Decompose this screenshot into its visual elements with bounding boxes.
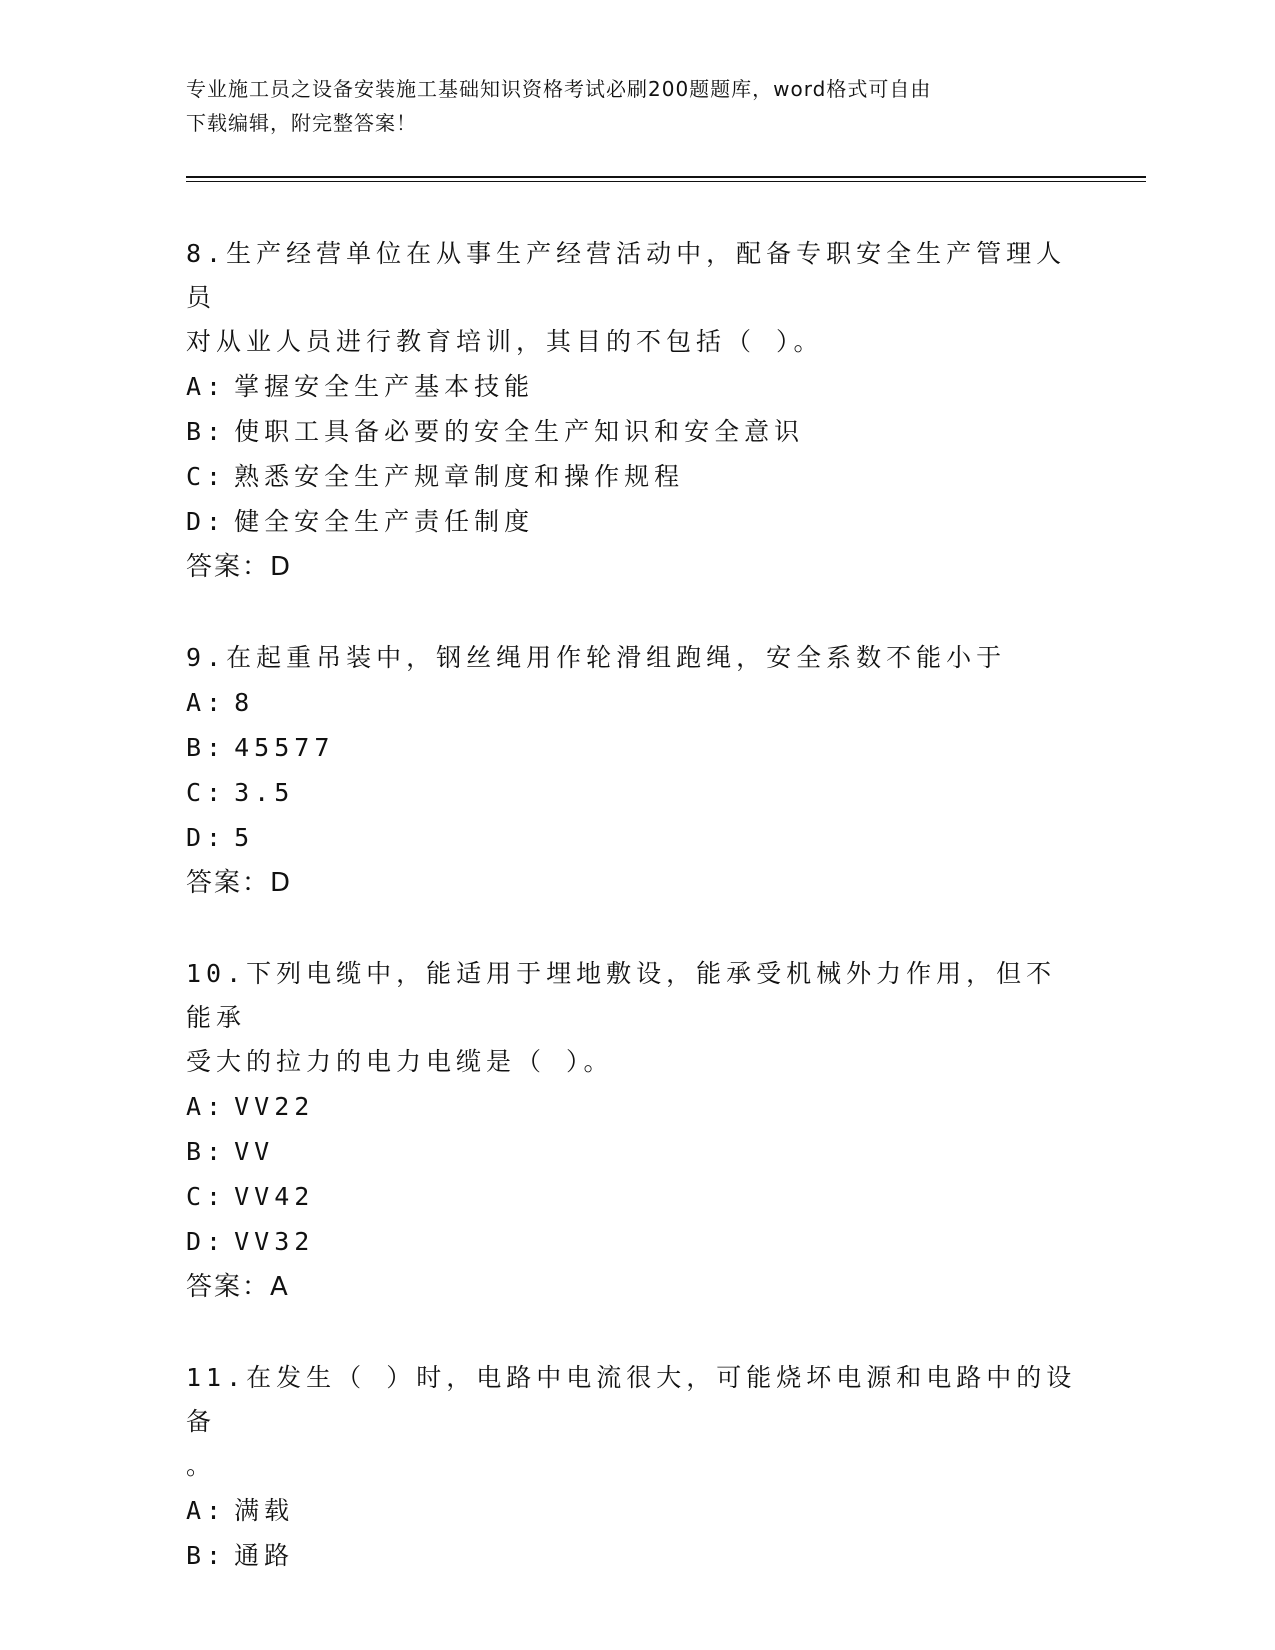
- option-text: 满载: [234, 1496, 295, 1525]
- option-text: 健全安全生产责任制度: [234, 507, 535, 536]
- question-list: [186, 232, 1086, 1624]
- option-c: [186, 1174, 1086, 1219]
- question-8: [186, 232, 1086, 590]
- option-text: VV32: [234, 1227, 315, 1256]
- option-text: 使职工具备必要的安全生产知识和安全意识: [234, 417, 805, 446]
- document-header: [186, 72, 1066, 140]
- option-b: [186, 409, 1086, 454]
- option-a: [186, 1488, 1086, 1533]
- option-text: 45577: [234, 733, 335, 762]
- option-a: [186, 364, 1086, 409]
- question-text: 10.下列电缆中，能适用于埋地敷设，能承受机械外力作用，但不能承: [186, 959, 1057, 1032]
- option-text: VV22: [234, 1092, 315, 1121]
- option-key: A:: [186, 372, 227, 401]
- option-key: D:: [186, 1227, 227, 1256]
- option-text: 掌握安全生产基本技能: [234, 372, 535, 401]
- option-b: [186, 1533, 1086, 1578]
- option-key: B:: [186, 733, 227, 762]
- question-text: 11.在发生（ ）时，电路中电流很大，可能烧坏电源和电路中的设备: [186, 1363, 1077, 1436]
- option-d: [186, 499, 1086, 544]
- option-a: [186, 1084, 1086, 1129]
- header-line-2: 下载编辑，附完整答案！: [186, 111, 417, 135]
- option-key: D:: [186, 507, 227, 536]
- answer: 答案：D: [186, 868, 293, 898]
- option-a: [186, 680, 1086, 725]
- answer: 答案：D: [186, 552, 293, 582]
- question-11: [186, 1356, 1086, 1578]
- header-divider-thin: [186, 181, 1146, 182]
- option-text: 熟悉安全生产规章制度和操作规程: [234, 462, 685, 491]
- option-key: C:: [186, 1182, 227, 1211]
- header-divider: [186, 176, 1146, 178]
- option-text: 通路: [234, 1541, 295, 1570]
- header-line-1: 专业施工员之设备安装施工基础知识资格考试必刷200题题库，word格式可自由: [186, 77, 932, 101]
- option-key: A:: [186, 688, 227, 717]
- option-text: 8: [234, 688, 255, 717]
- option-c: [186, 454, 1086, 499]
- option-key: A:: [186, 1092, 227, 1121]
- option-key: B:: [186, 417, 227, 446]
- question-text-cont: 受大的拉力的电力电缆是（ ）。: [186, 1047, 614, 1076]
- option-text: VV: [234, 1137, 275, 1166]
- question-text-cont: 。: [186, 1451, 217, 1480]
- question-10: [186, 952, 1086, 1310]
- option-d: [186, 815, 1086, 860]
- question-text: 8.生产经营单位在从事生产经营活动中，配备专职安全生产管理人员: [186, 239, 1067, 312]
- option-key: C:: [186, 778, 227, 807]
- option-key: C:: [186, 462, 227, 491]
- option-key: B:: [186, 1541, 227, 1570]
- option-d: [186, 1219, 1086, 1264]
- answer: 答案：A: [186, 1272, 290, 1302]
- option-text: 3.5: [234, 778, 295, 807]
- option-text: 5: [234, 823, 255, 852]
- option-b: [186, 1129, 1086, 1174]
- question-9: [186, 636, 1086, 906]
- option-c: [186, 770, 1086, 815]
- option-text: VV42: [234, 1182, 315, 1211]
- question-text-cont: 对从业人员进行教育培训，其目的不包括（ ）。: [186, 327, 824, 356]
- option-key: A:: [186, 1496, 227, 1525]
- option-key: B:: [186, 1137, 227, 1166]
- option-b: [186, 725, 1086, 770]
- question-text: 9.在起重吊装中，钢丝绳用作轮滑组跑绳，安全系数不能小于: [186, 643, 1007, 672]
- option-key: D:: [186, 823, 227, 852]
